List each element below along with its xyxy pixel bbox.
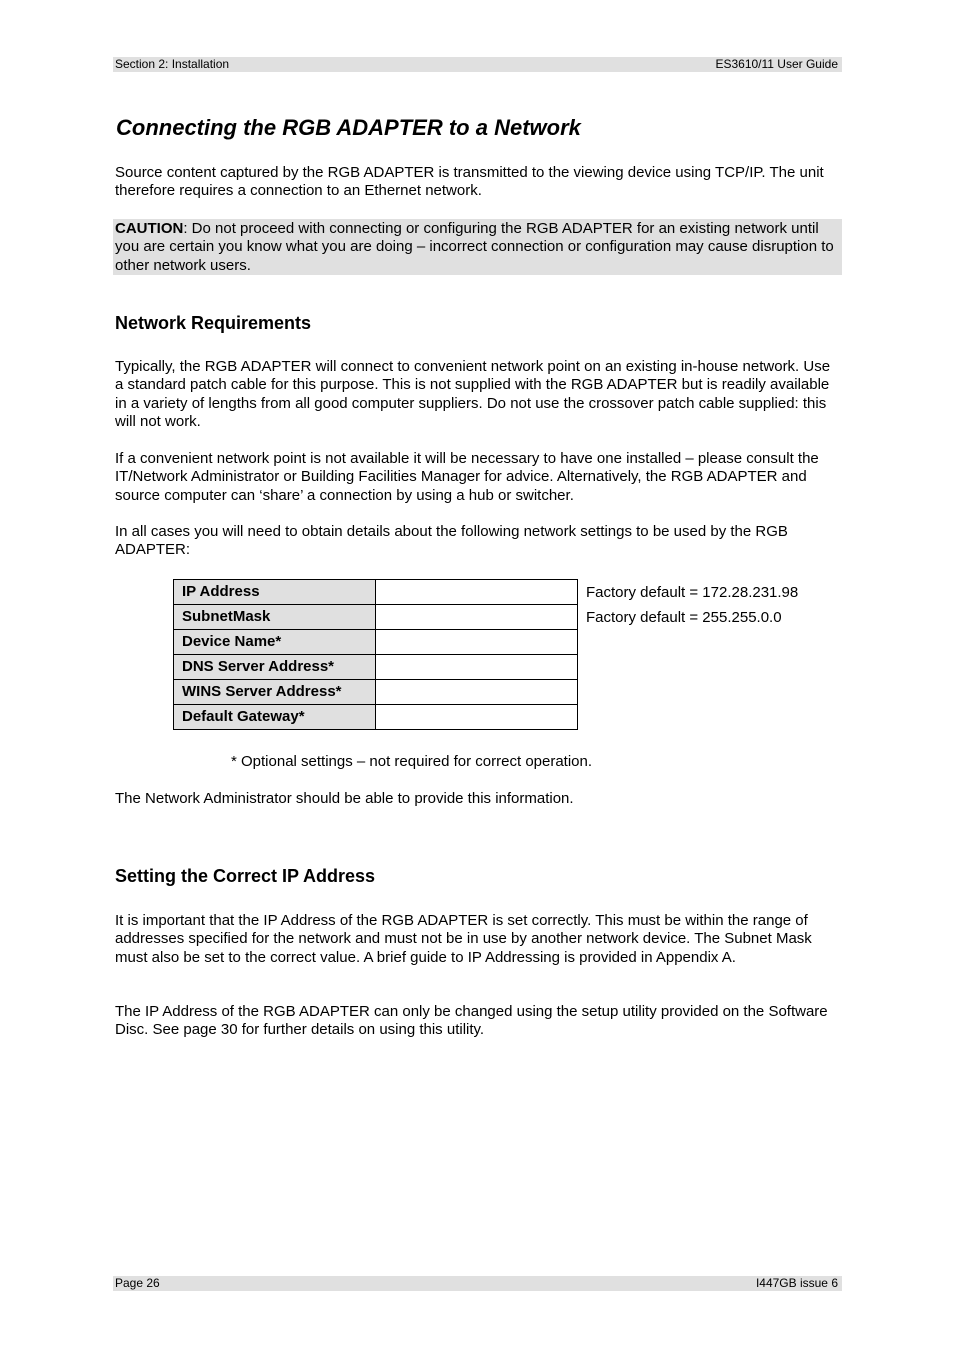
page-title: Connecting the RGB ADAPTER to a Network [116,115,581,140]
setting-label: Device Name* [174,630,376,655]
ip-para-2: The IP Address of the RGB ADAPTER can only be changed using the setup utility provided on the Software Disc. See page 30 for further details on using this utility. [115,1003,828,1039]
caution-label: CAUTION [115,220,184,237]
setting-label: SubnetMask [174,605,376,630]
ip-address-heading: Setting the Correct IP Address [115,866,376,886]
network-para-1: Typically, the RGB ADAPTER will connect to convenient network point on an existing in-house network. Use a standard patch cable for this purpose. This is not supplied with the RGB ADAPTER but is readily available in a variety of lengths from all good computer suppliers. Do not use the crossover patch cable supplied: this will not work. [115,358,831,430]
network-para-3: In all cases you will need to obtain details about the following network settings to be used by the RGB ADAPTER: [115,523,788,559]
setting-label: IP Address [174,580,376,605]
caution-box [113,219,842,275]
setting-label: DNS Server Address* [174,655,376,680]
table-row [174,680,578,705]
optional-settings-note: * Optional settings – not required for correct operation. [231,753,593,770]
network-para-2: If a convenient network point is not available it will be necessary to have one installed – please consult the IT/Network Administrator or Building Facilities Manager for advice. Alternatively, the RGB ADAPTER and source computer can ‘share’ a connection by using a hub or switcher. [115,450,819,504]
setting-value [376,630,578,655]
table-row [174,605,578,630]
factory-default-ip: Factory default = 172.28.231.98 [586,584,799,601]
network-settings-table [173,579,578,730]
network-requirements-heading: Network Requirements [115,313,312,333]
setting-label: WINS Server Address* [174,680,376,705]
footer-issue: I447GB issue 6 [755,1276,838,1290]
table-row [174,705,578,730]
caution-text [113,219,842,275]
page-header [113,57,842,72]
setting-value [376,680,578,705]
intro-paragraph: Source content captured by the RGB ADAPTER is transmitted to the viewing device using TCP/IP. The unit therefore requires a connection to an Ethernet network. [115,164,824,200]
page-footer [113,1276,842,1291]
header-guide-title: ES3610/11 User Guide [715,57,838,71]
setting-value [376,705,578,730]
setting-value [376,605,578,630]
setting-value [376,655,578,680]
header-section: Section 2: Installation [115,57,230,71]
table-row [174,655,578,680]
factory-default-subnet: Factory default = 255.255.0.0 [586,609,782,626]
ip-para-1: It is important that the IP Address of the RGB ADAPTER is set correctly. This must be within the range of addresses specified for the network and must not be in use by another network device. The Subnet Mask must also be set to the correct value. A brief guide to IP Addressing is provided in Appendix A. [115,912,812,966]
table-row [174,580,578,605]
table-row [174,630,578,655]
admin-note: The Network Administrator should be able to provide this information. [115,790,574,807]
setting-value [376,580,578,605]
setting-label: Default Gateway* [174,705,376,730]
caution-body: : Do not proceed with connecting or configuring the RGB ADAPTER for an existing network until you are certain you know what you are doing – incorrect connection or configuration may cause disruption to other network users. [115,220,834,274]
footer-page-number: Page 26 [115,1276,160,1290]
